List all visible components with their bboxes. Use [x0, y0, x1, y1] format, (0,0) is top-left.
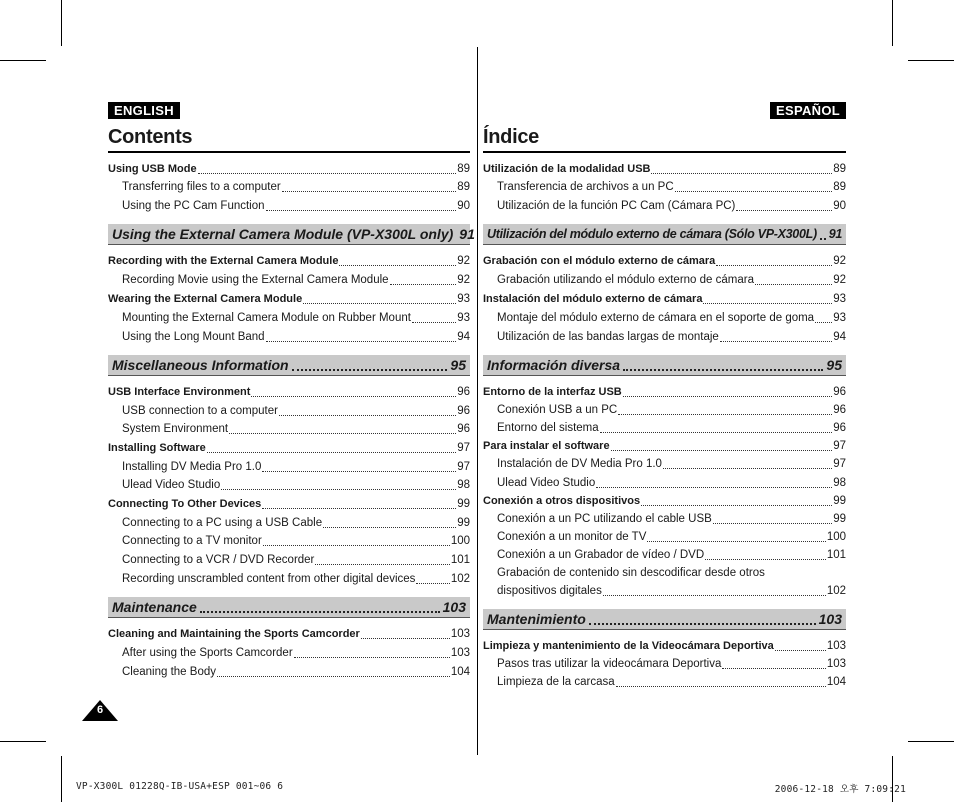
toc-entry-title: Using the PC Cam Function — [122, 200, 265, 212]
toc-entry-page: 96 — [833, 422, 846, 434]
toc-entry-main[interactable] — [483, 292, 846, 306]
toc-entry-title: Installing Software — [108, 442, 206, 454]
section-banner-title: Información diversa — [487, 357, 621, 373]
dot-leader — [736, 209, 832, 211]
center-divider — [477, 47, 478, 755]
toc-entry-sub[interactable] — [483, 457, 846, 471]
toc-entry-sub[interactable] — [108, 180, 470, 194]
dot-leader — [315, 563, 449, 565]
dot-leader — [282, 190, 456, 192]
spanish-toc — [483, 160, 846, 689]
toc-entry-title: Entorno del sistema — [497, 422, 599, 434]
toc-entry-sub[interactable] — [108, 646, 470, 660]
toc-entry-title: Recording Movie using the External Camera Module — [122, 274, 389, 286]
section-banner-page: 91 — [828, 227, 842, 241]
toc-entry-title: dispositivos digitales — [497, 585, 602, 597]
toc-entry-sub[interactable] — [483, 476, 846, 490]
toc-entry-page: 97 — [457, 442, 470, 454]
toc-entry-main[interactable] — [108, 162, 470, 176]
dot-leader — [221, 488, 456, 490]
section-banner[interactable] — [108, 355, 470, 376]
toc-entry-page: 92 — [457, 274, 470, 286]
toc-entry-title: Using the Long Mount Band — [122, 331, 265, 343]
dot-leader — [229, 432, 456, 434]
dot-leader — [412, 321, 456, 323]
dot-leader — [361, 637, 450, 639]
toc-entry-title: Using USB Mode — [108, 163, 197, 175]
dot-leader — [705, 558, 826, 560]
toc-entry-title: Entorno de la interfaz USB — [483, 386, 622, 398]
toc-entry-title: Grabación utilizando el módulo externo de cámara — [497, 274, 754, 286]
toc-entry-page: 99 — [457, 498, 470, 510]
toc-entry-sub[interactable] — [483, 512, 846, 526]
toc-entry-title: Conexión USB a un PC — [497, 404, 618, 416]
toc-entry-main[interactable] — [483, 639, 846, 653]
toc-entry-sub[interactable] — [483, 311, 846, 325]
toc-entry-main[interactable] — [108, 497, 470, 511]
toc-entry-page: 102 — [826, 585, 846, 597]
toc-entry-title: Transferencia de archivos a un PC — [497, 181, 674, 193]
toc-entry-title: Wearing the External Camera Module — [108, 293, 303, 305]
toc-entry-main[interactable] — [483, 385, 846, 399]
toc-entry-title: Para instalar el software — [483, 440, 610, 452]
section-banner[interactable] — [108, 224, 475, 245]
toc-entry-sub[interactable] — [483, 657, 846, 671]
crop-mark — [0, 60, 46, 61]
crop-mark — [908, 741, 954, 742]
toc-entry-page: 101 — [826, 549, 846, 561]
toc-entry-main[interactable] — [108, 385, 470, 399]
toc-entry-page: 103 — [450, 647, 470, 659]
dot-leader — [303, 302, 456, 304]
toc-entry-sub[interactable] — [108, 404, 470, 418]
section-banner-page: 95 — [826, 357, 842, 373]
toc-entry-title: Utilización de la modalidad USB — [483, 163, 651, 175]
section-banner-page: 103 — [442, 599, 466, 615]
toc-entry-page: 100 — [826, 531, 846, 543]
toc-entry-title: Utilización de la función PC Cam (Cámara PC) — [497, 200, 736, 212]
section-banner[interactable] — [483, 609, 846, 630]
toc-entry-sub[interactable] — [108, 572, 470, 586]
dot-leader — [279, 414, 456, 416]
dot-leader — [263, 544, 450, 546]
dot-leader — [323, 526, 456, 528]
crop-mark — [61, 756, 62, 802]
toc-entry-title: System Environment — [122, 423, 229, 435]
toc-entry-page: 96 — [833, 404, 846, 416]
toc-entry-main[interactable] — [483, 162, 846, 176]
dot-leader — [207, 451, 456, 453]
dot-leader — [251, 395, 456, 397]
toc-entry-page: 97 — [457, 461, 470, 473]
dot-leader — [339, 264, 456, 266]
dot-leader — [589, 622, 816, 625]
toc-entry-main[interactable] — [483, 254, 846, 268]
toc-entry-sub[interactable] — [483, 548, 846, 562]
section-banner[interactable] — [108, 597, 470, 618]
toc-entry-page: 104 — [826, 676, 846, 688]
toc-entry-title: Cleaning and Maintaining the Sports Camcorder — [108, 628, 360, 640]
toc-entry-title: Grabación de contenido sin descodificar desde otros — [497, 567, 765, 579]
toc-entry-sub[interactable] — [108, 311, 470, 325]
crop-mark — [908, 60, 954, 61]
toc-entry-page: 94 — [833, 331, 846, 343]
print-footer-right: 2006-12-18 오후 7:09:21 — [774, 784, 906, 795]
toc-entry-page: 99 — [457, 517, 470, 529]
toc-entry-main[interactable] — [108, 292, 470, 306]
dot-leader — [716, 264, 832, 266]
toc-entry-title: Ulead Video Studio — [497, 477, 596, 489]
toc-entry-title: Transferring files to a computer — [122, 181, 281, 193]
toc-entry-page: 96 — [457, 405, 470, 417]
toc-entry-sub[interactable] — [108, 422, 470, 436]
toc-entry-page: 98 — [457, 479, 470, 491]
print-footer-left: VP-X300L 01228Q-IB-USA+ESP 001~06 6 — [76, 781, 284, 792]
toc-entry-sub[interactable] — [108, 330, 470, 344]
indice-title: Índice — [483, 124, 846, 153]
toc-entry-page: 93 — [457, 312, 470, 324]
toc-entry-page: 104 — [450, 666, 470, 678]
toc-entry-page: 89 — [833, 181, 846, 193]
toc-entry-sub[interactable] — [108, 273, 470, 287]
dot-leader — [623, 368, 823, 371]
toc-entry-page: 101 — [450, 554, 470, 566]
dot-leader — [703, 302, 832, 304]
toc-entry-page: 102 — [450, 573, 470, 585]
crop-mark — [892, 0, 893, 46]
toc-entry-sub[interactable] — [108, 516, 470, 530]
dot-leader — [713, 522, 832, 524]
toc-entry-sub[interactable] — [483, 403, 846, 417]
toc-entry-title: Cleaning the Body — [122, 666, 216, 678]
toc-entry-page: 97 — [833, 458, 846, 470]
toc-entry-title: Ulead Video Studio — [122, 479, 221, 491]
toc-entry-sub[interactable] — [108, 534, 470, 548]
toc-entry-title: Instalación del módulo externo de cámara — [483, 293, 703, 305]
page-number: 6 — [96, 704, 104, 716]
section-banner-page: 91 — [459, 226, 475, 242]
toc-entry-page: 89 — [833, 163, 846, 175]
english-toc — [108, 160, 475, 679]
dot-leader — [775, 649, 826, 651]
toc-entry-sub[interactable] — [483, 530, 846, 544]
toc-entry-title: USB connection to a computer — [122, 405, 278, 417]
dot-leader — [596, 486, 832, 488]
dot-leader — [198, 172, 457, 174]
toc-entry-page: 96 — [833, 386, 846, 398]
toc-entry-main[interactable] — [483, 439, 846, 453]
dot-leader — [641, 504, 832, 506]
toc-entry-page: 103 — [826, 640, 846, 652]
toc-entry-title: Conexión a un Grabador de vídeo / DVD — [497, 549, 705, 561]
dot-leader — [600, 431, 833, 433]
toc-entry-sub[interactable] — [483, 566, 846, 580]
dot-leader — [262, 470, 456, 472]
toc-entry-title: Grabación con el módulo externo de cámara — [483, 255, 716, 267]
toc-entry-title: Utilización de las bandas largas de montaje — [497, 331, 719, 343]
toc-entry-sub[interactable] — [108, 553, 470, 567]
dot-leader — [618, 413, 832, 415]
dot-leader — [720, 340, 832, 342]
section-banner[interactable] — [483, 355, 846, 376]
toc-entry-title: Conexión a un PC utilizando el cable USB — [497, 513, 712, 525]
dot-leader — [266, 340, 457, 342]
dot-leader — [200, 610, 440, 613]
toc-entry-page: 103 — [450, 628, 470, 640]
toc-entry-sub[interactable] — [483, 584, 846, 598]
section-banner-page: 103 — [818, 611, 842, 627]
toc-entry-sub[interactable] — [483, 675, 846, 689]
toc-entry-page: 92 — [457, 255, 470, 267]
dot-leader — [722, 667, 825, 669]
toc-entry-sub[interactable] — [108, 478, 470, 492]
toc-entry-sub[interactable] — [483, 330, 846, 344]
toc-entry-title: Recording unscrambled content from other digital devices — [122, 573, 416, 585]
dot-leader — [675, 190, 833, 192]
dot-leader — [611, 449, 833, 451]
section-banner-page: 95 — [450, 357, 466, 373]
crop-mark — [892, 756, 893, 802]
toc-entry-title: USB Interface Environment — [108, 386, 251, 398]
toc-entry-page: 98 — [833, 477, 846, 489]
toc-entry-page: 93 — [833, 312, 846, 324]
toc-entry-page: 92 — [833, 255, 846, 267]
crop-mark — [61, 0, 62, 46]
toc-entry-title: Montaje del módulo externo de cámara en el soporte de goma — [497, 312, 815, 324]
toc-entry-title: Connecting To Other Devices — [108, 498, 262, 510]
toc-entry-sub[interactable] — [483, 199, 846, 213]
toc-entry-title: After using the Sports Camcorder — [122, 647, 293, 659]
toc-entry-page: 99 — [833, 495, 846, 507]
section-banner-title: Maintenance — [112, 599, 197, 615]
toc-entry-main[interactable] — [108, 254, 470, 268]
toc-entry-sub[interactable] — [483, 180, 846, 194]
dot-leader — [815, 321, 832, 323]
toc-entry-sub[interactable] — [483, 273, 846, 287]
toc-entry-page: 89 — [457, 163, 470, 175]
toc-entry-sub[interactable] — [108, 460, 470, 474]
section-banner[interactable] — [483, 224, 846, 245]
toc-entry-title: Conexión a otros dispositivos — [483, 495, 641, 507]
page-number-tab — [82, 700, 118, 721]
toc-entry-page: 103 — [826, 658, 846, 670]
toc-entry-title: Connecting to a TV monitor — [122, 535, 262, 547]
toc-entry-main[interactable] — [483, 494, 846, 508]
language-badge-english: ENGLISH — [108, 102, 180, 119]
section-banner-title: Mantenimiento — [487, 611, 586, 627]
toc-entry-page: 90 — [833, 200, 846, 212]
toc-entry-title: Recording with the External Camera Module — [108, 255, 339, 267]
dot-leader — [755, 283, 832, 285]
toc-entry-page: 100 — [450, 535, 470, 547]
section-banner-title: Miscellaneous Information — [112, 357, 289, 373]
toc-entry-title: Mounting the External Camera Module on Rubber Mount — [122, 312, 411, 324]
toc-entry-title: Pasos tras utilizar la videocámara Deportiva — [497, 658, 722, 670]
dot-leader — [266, 209, 457, 211]
toc-entry-page: 94 — [457, 331, 470, 343]
toc-entry-page: 93 — [833, 293, 846, 305]
section-banner-title: Using the External Camera Module (VP-X300L only) — [112, 226, 454, 242]
toc-entry-sub[interactable] — [108, 665, 470, 679]
dot-leader — [416, 582, 449, 584]
toc-entry-page: 93 — [457, 293, 470, 305]
language-badge-spanish: ESPAÑOL — [770, 102, 846, 119]
toc-entry-sub[interactable] — [108, 199, 470, 213]
toc-entry-title: Instalación de DV Media Pro 1.0 — [497, 458, 662, 470]
toc-entry-title: Conexión a un monitor de TV — [497, 531, 647, 543]
dot-leader — [663, 467, 832, 469]
toc-entry-main[interactable] — [108, 441, 470, 455]
toc-entry-title: Connecting to a PC using a USB Cable — [122, 517, 323, 529]
toc-entry-title: Limpieza de la carcasa — [497, 676, 615, 688]
toc-entry-page: 92 — [833, 274, 846, 286]
dot-leader — [262, 507, 456, 509]
toc-entry-page: 90 — [457, 200, 470, 212]
toc-entry-sub[interactable] — [483, 421, 846, 435]
dot-leader — [616, 685, 826, 687]
toc-entry-page: 89 — [457, 181, 470, 193]
toc-entry-page: 96 — [457, 423, 470, 435]
toc-entry-page: 97 — [833, 440, 846, 452]
contents-title: Contents — [108, 124, 470, 153]
dot-leader — [647, 540, 825, 542]
toc-entry-title: Limpieza y mantenimiento de la Videocámara Deportiva — [483, 640, 774, 652]
dot-leader — [820, 237, 826, 240]
section-banner-title: Utilización del módulo externo de cámara (Sólo VP-X300L) — [487, 227, 817, 241]
dot-leader — [292, 368, 448, 371]
dot-leader — [603, 594, 826, 596]
crop-mark — [0, 741, 46, 742]
toc-entry-title: Installing DV Media Pro 1.0 — [122, 461, 262, 473]
toc-entry-page: 99 — [833, 513, 846, 525]
dot-leader — [623, 395, 832, 397]
dot-leader — [217, 675, 450, 677]
dot-leader — [294, 656, 450, 658]
dot-leader — [390, 283, 457, 285]
toc-entry-title: Connecting to a VCR / DVD Recorder — [122, 554, 315, 566]
toc-entry-main[interactable] — [108, 627, 470, 641]
dot-leader — [651, 172, 832, 174]
toc-entry-page: 96 — [457, 386, 470, 398]
